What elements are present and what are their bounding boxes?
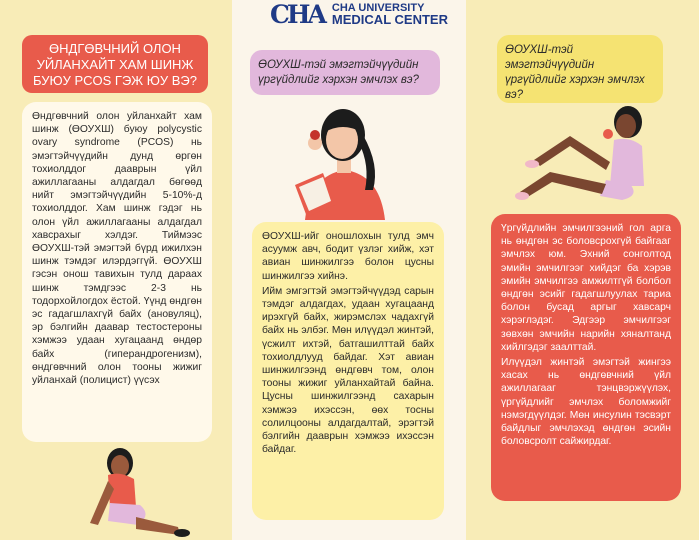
middle-question-bubble: ӨОУХШ-тэй эмэгтэйчүүдийн үргүйдлийг хэрхэн эмчлэх вэ? — [250, 50, 440, 95]
woman-reading-book-illustration — [285, 95, 405, 220]
diagnosis-text-1: ӨОУХШ-ийг оношлохын тулд эмч асуумж авч, бодит үзлэг хийж, хэт авиан шинжилгээ болон цусны шинжилгээ хийнэ. — [262, 231, 434, 282]
woman-sitting-floor-illustration — [80, 445, 190, 540]
diagnosis-text-2: Ийм эмгэгтэй эмэгтэйчүүдэд сарын тэмдэг алдагдах, удаан хугацаанд ирэхгүй байх, жирэмслэх чадахгүй байх нь элбэг. Мөн илүүдэл жинтэй, үсжилт ихтэй, батгашилттай байх тохиолдлууд байдаг. Хэт авиан шинжилгээнд өндгөвч том, олон тооны жижиг уйланхайтай байна. Цусны шинжилгээнд сахарын хэмжээ ихэссэн, өөх тосны солилцооны алдагдалтай, эрэгтэй бэлгийн дааврын хэмжээ ихэссэн байдаг. — [262, 285, 434, 456]
pcos-definition-text: Өндгөвчний олон уйланхайт хам шинж (ӨОУХШ) буюу polycystic ovary syndrome (PCOS) нь эмэгтэйчүүдийн дунд өргөн тохиолддог дааврын үйл ажиллагааны алдагдал бөгөөд нийт эмэгтэйчүүдийн 5-10%-д тохиолддог. Хам шинж гэдэг нь олон үйл ажиллагааны алдагдал хавсрахыг хэлдэг. Тиймээс ӨОУХШ-тэй эмэгтэй бүрд ижилхэн шинж тэмдэг илэрдэггүй. ӨОУХШ гэсэн онош тавихын тулд дараах шинж тэмдгээс 2-3 нь тодорхойлогдох ёстой. Үүнд өндгөн эс гадагшлахгүй байх (ановуляц), эр бэлгийн даавар тестостероны хэмжээ удаан хугацаанд өндөр байх (гиперандрогенизм), өндгөвчний олон тооны жижиг уйланхай (полицист) үүсэх — [32, 111, 202, 387]
treatment-text-1: Үргүйдлийн эмчилгээний гол арга нь өндгөн эс боловсрохгүй байгааг эмчлэх юм. Эхний сонголтод эмийн эмчилгээг хийдэг ба хэрэв эмийн эмчилгээ амжилтгүй болбол өндгөн эсийг гадагшлуулах тариа болон бусад аргыг хавсарч хэрэглэдэг. Эдгээр эмчилгээг зөвхөн эмчийн нарийн хяналтанд хийлгэдэг заалттай. — [501, 223, 671, 353]
logo-mark: CHA — [270, 0, 324, 29]
logo-text — [332, 2, 448, 26]
woman-sitting-hugging-knees-illustration — [510, 100, 670, 205]
cha-logo — [270, 0, 448, 28]
diagnosis-card — [252, 222, 444, 520]
pcos-title: ӨНДГӨВЧНИЙ ОЛОН УЙЛАНХАЙТ ХАМ ШИНЖ БУЮУ PCOS ГЭЖ ЮУ ВЭ? — [22, 35, 208, 93]
treatment-card — [491, 214, 681, 501]
logo-line-2: MEDICAL CENTER — [331, 12, 448, 27]
logo-line-1: CHA UNIVERSITY — [331, 2, 425, 14]
right-question-bubble: ӨОУХШ-тэй эмэгтэйчүүдийн үргүйдлийг хэрхэн эмчлэх вэ? — [497, 35, 663, 103]
treatment-text-2: Илүүдэл жинтэй эмэгтэй жингээ хасах нь өндгөвчний үйл ажиллагааг тэнцвэржүүлэх, үргүйдлийг эмчлэх боломжийг нэмэгдүүлдэг. Мөн инсулин тэсвэрт байдлыг эмчлэхэд өндгөн эсийн боловсролт сайжирдаг. — [501, 357, 671, 448]
pcos-definition-card — [22, 102, 212, 442]
